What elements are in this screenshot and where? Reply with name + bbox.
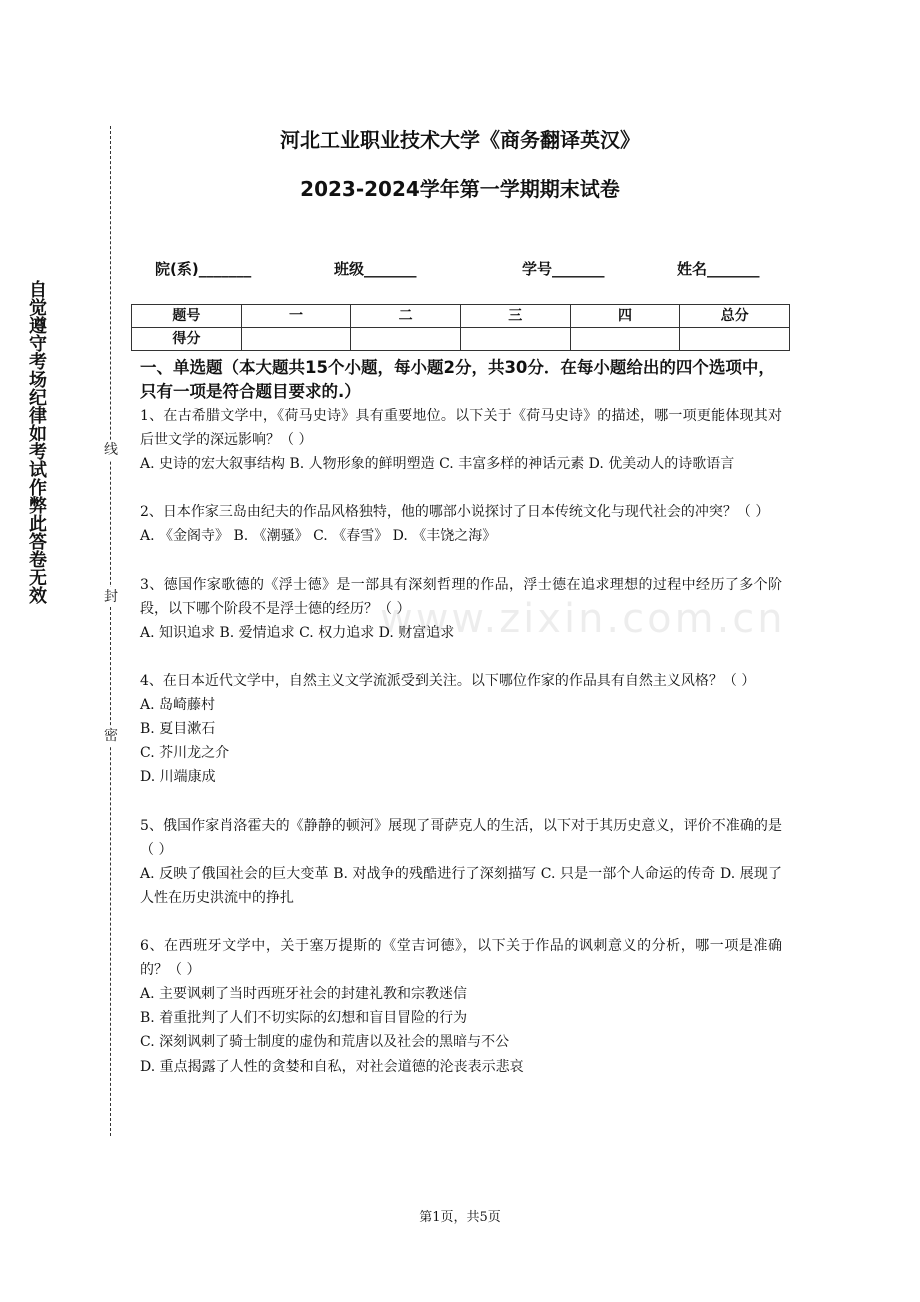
score-cell[interactable] (460, 328, 570, 351)
question-list (140, 404, 782, 1103)
exam-discipline-note: 自觉遵守考场纪律如考试作弊此答卷无效 (26, 280, 47, 604)
score-header-cell: 二 (351, 305, 461, 328)
question-option: A. 主要讽刺了当时西班牙社会的封建礼教和宗教迷信 (140, 986, 468, 1003)
student-id-field[interactable]: 学号_______ (522, 260, 605, 278)
score-header-cell: 题号 (132, 305, 242, 328)
question-stem: 3、德国作家歌德的《浮士德》是一部具有深刻哲理的作品，浮士德在追求理想的过程中经历了多个阶段，以下哪个阶段不是浮士德的经历？（ ） (140, 576, 782, 617)
question-options: A. 知识追求 B. 爱情追求 C. 权力追求 D. 财富追求 (140, 624, 455, 641)
question-option: B. 着重批判了人们不切实际的幻想和盲目冒险的行为 (140, 1010, 468, 1027)
question-stem: 4、在日本近代文学中，自然主义文学流派受到关注。以下哪位作家的作品具有自然主义风格？（ ） (140, 673, 756, 690)
question-options: A. 反映了俄国社会的巨大变革 B. 对战争的残酷进行了深刻描写 C. 只是一部个人命运的传奇 D. 展现了人性在历史洪流中的挣扎 (140, 865, 782, 906)
score-table-header-row (132, 305, 790, 328)
watermark: www.zixin.com.cn (380, 596, 786, 642)
question-options: A. 《金阁寺》 B. 《潮骚》 C. 《春雪》 D. 《丰饶之海》 (140, 528, 497, 545)
question-option: B. 夏目漱石 (140, 721, 216, 738)
score-header-cell: 四 (570, 305, 680, 328)
question-item (140, 573, 782, 645)
question-option: D. 重点揭露了人性的贪婪和自私，对社会道德的沦丧表示悲哀 (140, 1058, 524, 1075)
score-cell[interactable] (241, 328, 351, 351)
question-item (140, 669, 782, 789)
question-item (140, 404, 782, 476)
class-field[interactable]: 班级_______ (334, 260, 417, 278)
question-options: A. 史诗的宏大叙事结构 B. 人物形象的鲜明塑造 C. 丰富多样的神话元素 D. 优美动人的诗歌语言 (140, 456, 735, 473)
score-header-cell: 一 (241, 305, 351, 328)
student-info-row (0, 258, 920, 280)
seal-char-line: 线 (104, 442, 118, 458)
section-heading: 一、单选题（本大题共15个小题，每小题2分，共30分．在每小题给出的四个选项中，只有一项是符合题目要求的.） (140, 358, 775, 401)
question-option: C. 芥川龙之介 (140, 745, 230, 762)
page-footer: 第1页，共5页 (419, 1210, 501, 1225)
question-stem: 1、在古希腊文学中，《荷马史诗》具有重要地位。以下关于《荷马史诗》的描述，哪一项更能体现其对后世文学的深远影响？（ ） (140, 408, 782, 449)
exam-title-line2: 2023-2024学年第一学期期末试卷 (300, 177, 620, 201)
question-option: C. 深刻讽刺了骑士制度的虚伪和荒唐以及社会的黑暗与不公 (140, 1034, 510, 1051)
score-cell[interactable] (570, 328, 680, 351)
score-table (131, 304, 790, 351)
exam-title-line1: 河北工业职业技术大学《商务翻译英汉》 (280, 128, 640, 152)
score-header-cell: 总分 (680, 305, 790, 328)
question-stem: 5、俄国作家肖洛霍夫的《静静的顿河》展现了哥萨克人的生活，以下对于其历史意义，评价不准确的是（ ） (140, 817, 782, 858)
question-stem: 6、在西班牙文学中，关于塞万提斯的《堂吉诃德》，以下关于作品的讽刺意义的分析，哪一项是准确的？（ ） (140, 938, 782, 979)
department-field[interactable]: 院(系)_______ (155, 260, 252, 278)
seal-char-secret: 密 (104, 728, 118, 744)
question-stem: 2、日本作家三岛由纪夫的作品风格独特，他的哪部小说探讨了日本传统文化与现代社会的冲突？（ ） (140, 504, 770, 521)
question-item (140, 500, 782, 548)
question-option: D. 川端康成 (140, 769, 216, 786)
score-header-cell: 三 (460, 305, 570, 328)
seal-char-seal: 封 (104, 589, 118, 605)
score-cell[interactable] (680, 328, 790, 351)
score-cell[interactable] (351, 328, 461, 351)
question-item (140, 814, 782, 910)
score-row-label: 得分 (132, 328, 242, 351)
question-option: A. 岛崎藤村 (140, 697, 216, 714)
question-item (140, 934, 782, 1079)
score-table-score-row (132, 328, 790, 351)
name-field[interactable]: 姓名_______ (677, 260, 760, 278)
